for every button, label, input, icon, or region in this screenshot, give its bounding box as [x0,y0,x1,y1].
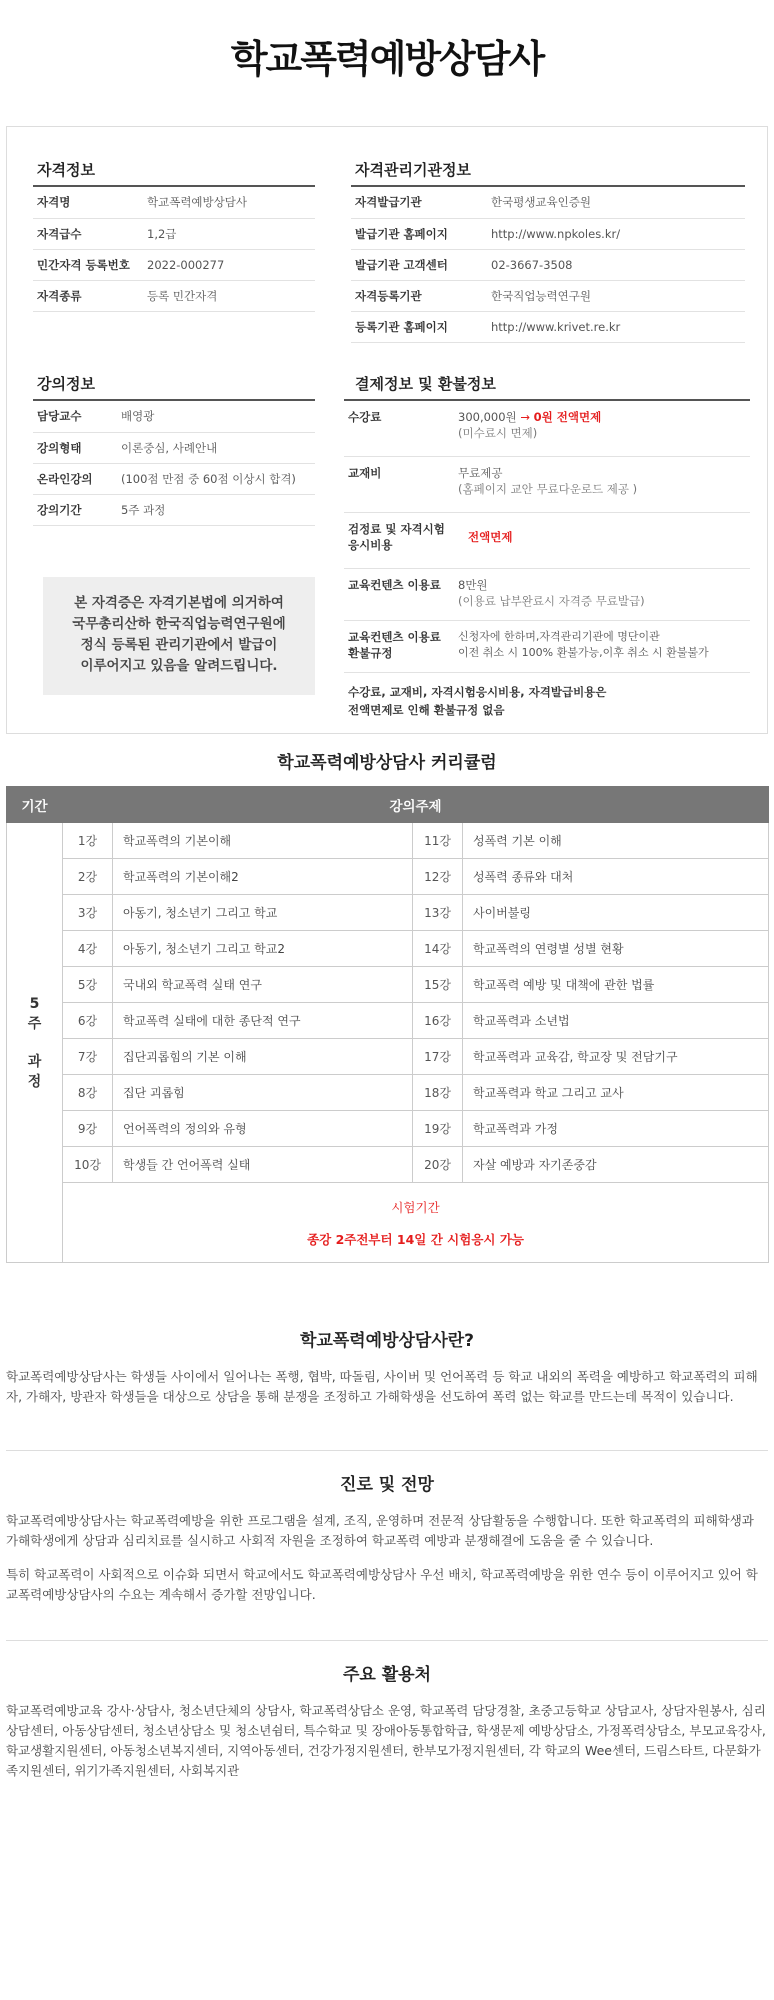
lecture-number: 12강 [413,859,463,895]
lecture-topic: 국내외 학교폭력 실태 연구 [113,967,413,1003]
table-row [33,401,315,432]
lecture-number: 17강 [413,1039,463,1075]
table-row [7,859,769,895]
material-sub: (홈페이지 교안 무료다운로드 제공 ) [458,482,638,496]
table-row [33,280,315,311]
header-period: 기간 [7,787,63,823]
lecture-number: 18강 [413,1075,463,1111]
exam-row [7,1183,769,1263]
table-row [7,1111,769,1147]
table-row [351,187,745,218]
refund-note-line: 전액면제로 인해 환불규정 없음 [348,703,505,717]
material-row [344,457,750,513]
qualification-label: 민간자격 등록번호 [33,249,147,280]
qualification-value: 등록 민간자격 [147,280,315,311]
content-fee-label: 교육컨텐츠 이용료 [348,578,441,592]
qualification-value: 1,2급 [147,218,315,249]
lecture-number: 14강 [413,931,463,967]
refund-label [348,629,458,661]
info-box [6,126,768,734]
lecture-topic: 집단 괴롭힘 [113,1075,413,1111]
section-divider [6,1450,768,1451]
lecture-number: 11강 [413,823,463,859]
lecture-topic: 집단괴롭힘의 기본 이해 [113,1039,413,1075]
fee-row [344,401,750,457]
table-row [351,280,745,311]
qualification-value: 학교폭력예방상담사 [147,187,315,218]
content-fee-row [344,569,750,621]
exam-fee-label-line: 응시비용 [348,538,393,552]
lecture-topic: 학교폭력의 기본이해 [113,823,413,859]
exam-fee-row [344,513,750,569]
agency-label: 자격발급기관 [351,187,491,218]
lecture-number: 16강 [413,1003,463,1039]
fee-label: 수강료 [348,410,382,424]
career-title: 진로 및 전망 [340,1475,434,1495]
notice-line: 본 자격증은 자격기본법에 의거하여 [74,595,284,611]
lecture-topic: 자살 예방과 자기존중감 [463,1147,769,1183]
fee-sub: (미수료시 면제) [458,426,538,440]
lecture-number: 10강 [63,1147,113,1183]
lecture-number: 5강 [63,967,113,1003]
curriculum-header [7,787,769,823]
payment-title: 결제정보 및 환불정보 [355,375,496,393]
refund-row [344,621,750,673]
lecture-title: 강의정보 [37,375,95,393]
table-row [33,494,315,525]
career-paragraph: 특히 학교폭력이 사회적으로 이슈화 되면서 학교에서도 학교폭력예방상담사 우선 배치, 학교폭력예방을 위한 연수 등이 이루어지고 있어 학교폭력예방상담사의 수요는 계속해서 증가할 전망입니다. [6,1567,758,1602]
refund-value-line: 이전 취소 시 100% 환불가능,이후 취소 시 환불불가 [458,646,709,659]
lecture-table [33,401,315,526]
material-value [458,465,750,497]
lecture-topic: 성폭력 기본 이해 [463,823,769,859]
table-row [7,1147,769,1183]
lecture-topic: 사이버불링 [463,895,769,931]
table-row [7,1003,769,1039]
section-divider [6,1640,768,1641]
exam-fee-free: 전액면제 [468,530,513,544]
content-fee-sub: (이용료 납부완료시 자격증 무료발급) [458,594,645,608]
period-text: 정 [27,1073,42,1090]
table-row [351,311,745,342]
lecture-number: 13강 [413,895,463,931]
notice-line: 이루어지고 있음을 알려드립니다. [80,658,278,674]
lecture-label: 담당교수 [33,401,121,432]
agency-value: 한국평생교육인증원 [491,187,745,218]
curriculum-title: 학교폭력예방상담사 커리큘럼 [277,753,497,773]
agency-value: 한국직업능력연구원 [491,280,745,311]
material-main: 무료제공 [458,466,503,480]
table-row [33,187,315,218]
period-cell [7,823,63,1263]
lecture-number: 7강 [63,1039,113,1075]
qualification-label: 자격급수 [33,218,147,249]
lecture-topic: 학교폭력의 기본이해2 [113,859,413,895]
lecture-value: 배영광 [121,401,315,432]
page-title: 학교폭력예방상담사 [230,37,544,81]
usage-section [6,1660,768,1795]
agency-value: 02-3667-3508 [491,249,745,280]
lecture-topic: 아동기, 청소년기 그리고 학교 [113,895,413,931]
table-row [351,249,745,280]
table-row [7,1075,769,1111]
lecture-number: 15강 [413,967,463,1003]
exam-period-desc: 종강 2주전부터 14일 간 시험응시 가능 [307,1231,524,1247]
career-section [6,1470,768,1619]
lecture-number: 8강 [63,1075,113,1111]
lecture-number: 1강 [63,823,113,859]
career-paragraph: 학교폭력예방상담사는 학교폭력예방을 위한 프로그램을 설계, 조직, 운영하며 전문적 상담활동을 수행합니다. 또한 학교폭력의 피해학생과 가해학생에게 상담과 심리치료를 실시하고 사회적 자원을 조정하여 학교폭력 예방과 분쟁해결에 도움을 줄 수 있습니다. [6,1513,754,1548]
arrow-right-icon: → [520,410,530,424]
about-title: 학교폭력예방상담사란? [299,1331,475,1351]
table-row [33,463,315,494]
fee-value [458,409,750,441]
header-topic: 강의주제 [63,787,769,823]
notice-box [43,577,315,695]
lecture-topic: 아동기, 청소년기 그리고 학교2 [113,931,413,967]
table-row [7,967,769,1003]
exam-fee-label [348,521,458,553]
table-row [33,218,315,249]
lecture-number: 19강 [413,1111,463,1147]
lecture-topic: 학교폭력과 소년법 [463,1003,769,1039]
qualification-title: 자격정보 [37,161,95,179]
table-row [33,249,315,280]
table-row [7,1039,769,1075]
refund-note-line: 수강료, 교재비, 자격시험응시비용, 자격발급비용은 [348,685,607,699]
lecture-topic: 학교폭력 실태에 대한 종단적 연구 [113,1003,413,1039]
refund-value [458,629,750,661]
qualification-label: 자격명 [33,187,147,218]
period-text: 5 [29,995,40,1012]
lecture-value: 이론중심, 사례안내 [121,432,315,463]
exam-fee-label-line: 검정료 및 자격시험 [348,522,445,536]
agency-label: 발급기관 홈페이지 [351,218,491,249]
agency-title: 자격관리기관정보 [355,161,471,179]
lecture-topic: 학교폭력과 교육감, 학교장 및 전담기구 [463,1039,769,1075]
material-label: 교재비 [348,466,382,480]
about-paragraph: 학교폭력예방상담사는 학생들 사이에서 일어나는 폭행, 협박, 따돌림, 사이버 및 언어폭력 등 학교 내외의 폭력을 예방하고 학교폭력의 피해자, 가해자, 방관자 학생들을 대상으로 상담을 통해 분쟁을 조정하고 가해학생을 선도하여 폭력 없는 학교를 만드는데 목적이 있습니다. [6,1369,758,1404]
usage-paragraph: 학교폭력예방교육 강사·상담사, 청소년단체의 상담사, 학교폭력상담소 운영, 학교폭력 담당경찰, 초중고등학교 상담교사, 상담자원봉사, 심리상담센터, 아동상담센터, 청소년상담소 및 청소년쉼터, 특수학교 및 장애아동통합학급, 학생문제 예방상담소, 가정폭력상담소, 부모교육강사, 학교생활지원센터, 아동청소년복지센터, 지역아동센터, 건강가정지원센터, 한부모가정지원센터, 각 학교의 Wee센터, 드림스타트, 다문화가족지원센터, 위기가족지원센터, 사회복지관 [6,1703,766,1778]
fee-price: 300,000원 [458,410,517,424]
exam-period-title: 시험기간 [391,1199,440,1215]
notice-line: 국무총리산하 한국직업능력연구원에 [72,616,286,632]
lecture-topic: 학교폭력의 연령별 성별 현황 [463,931,769,967]
table-row [7,931,769,967]
exam-fee-value [468,529,760,545]
refund-label-line: 환불규정 [348,646,393,660]
agency-homepage-link[interactable]: http://www.npkoles.kr/ [491,218,745,249]
period-text: 주 [27,1015,42,1032]
table-row [7,823,769,859]
table-row [7,895,769,931]
lecture-value: (100점 만점 중 60점 이상시 합격) [121,463,315,494]
lecture-label: 강의형태 [33,432,121,463]
lecture-number: 3강 [63,895,113,931]
refund-value-line: 신청자에 한하며,자격관리기관에 명단이관 [458,630,660,643]
lecture-label: 강의기간 [33,494,121,525]
lecture-value: 5주 과정 [121,494,315,525]
lecture-number: 9강 [63,1111,113,1147]
lecture-topic: 언어폭력의 정의와 유형 [113,1111,413,1147]
lecture-number: 20강 [413,1147,463,1183]
table-row [351,218,745,249]
usage-title: 주요 활용처 [342,1665,432,1685]
lecture-topic: 학교폭력 예방 및 대책에 관한 법률 [463,967,769,1003]
agency-label: 자격등록기관 [351,280,491,311]
notice-line: 정식 등록된 관리기관에서 발급이 [80,637,278,653]
curriculum-table [6,786,769,1263]
lecture-number: 6강 [63,1003,113,1039]
qualification-label: 자격종류 [33,280,147,311]
agency-label: 발급기관 고객센터 [351,249,491,280]
refund-label-line: 교육컨텐츠 이용료 [348,630,441,644]
lecture-number: 4강 [63,931,113,967]
lecture-topic: 학생들 간 언어폭력 실태 [113,1147,413,1183]
qualification-value: 2022-000277 [147,249,315,280]
content-fee-value [458,577,750,609]
period-text: 과 [27,1053,42,1070]
table-row [33,432,315,463]
fee-free: 0원 전액면제 [533,410,602,424]
exam-period-cell [63,1183,769,1263]
about-section [6,1326,768,1421]
content-fee-main: 8만원 [458,578,488,592]
qualification-table [33,187,315,312]
lecture-topic: 성폭력 종류와 대처 [463,859,769,895]
lecture-number: 2강 [63,859,113,895]
agency-table [351,187,745,343]
refund-note [348,683,606,719]
lecture-topic: 학교폭력과 가정 [463,1111,769,1147]
lecture-label: 온라인강의 [33,463,121,494]
lecture-topic: 학교폭력과 학교 그리고 교사 [463,1075,769,1111]
agency-label: 등록기관 홈페이지 [351,311,491,342]
registry-homepage-link[interactable]: http://www.krivet.re.kr [491,311,745,342]
